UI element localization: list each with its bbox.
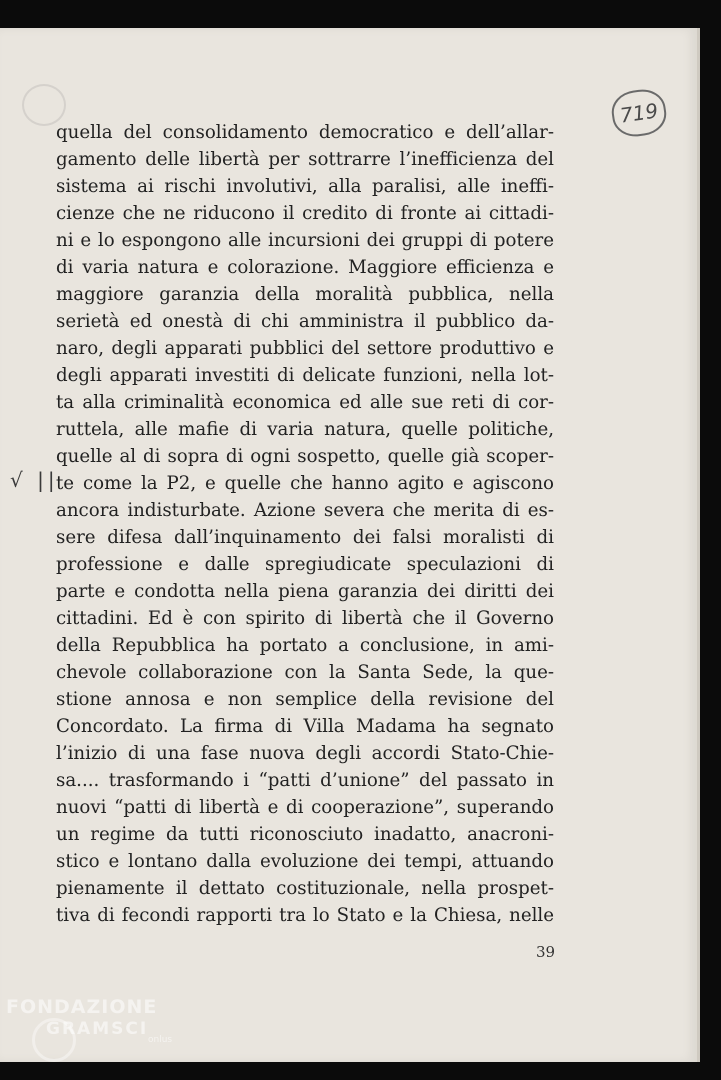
text-line: stione annosa e non semplice della revisione del <box>56 689 554 710</box>
text-line: quelle al di sopra di ogni sospetto, quelle già scoper- <box>56 446 554 467</box>
text-line: professione e dalle spregiudicate speculazioni di <box>56 554 554 575</box>
text-line: cittadini. Ed è con spirito di libertà che il Governo <box>56 608 554 629</box>
text-line: gamento delle libertà per sottrarre l’inefficienza del <box>56 149 554 170</box>
watermark-g-logo-icon <box>32 1018 76 1062</box>
text-line: tiva di fecondi rapporti tra lo Stato e la Chiesa, nelle <box>56 905 554 926</box>
text-line: sistema ai rischi involutivi, alla paralisi, alle ineffi- <box>56 176 554 197</box>
text-line: cienze che ne riducono il credito di fronte ai cittadi- <box>56 203 554 224</box>
text-line: Concordato. La firma di Villa Madama ha segnato <box>56 716 554 737</box>
text-line: parte e condotta nella piena garanzia dei diritti dei <box>56 581 554 602</box>
text-line: naro, degli apparati pubblici del settore produttivo e <box>56 338 554 359</box>
margin-annotation: √ || <box>10 468 59 492</box>
watermark <box>6 998 172 1045</box>
text-line: quella del consolidamento democratico e dell’allar- <box>56 122 554 143</box>
text-line: di varia natura e colorazione. Maggiore efficienza e <box>56 257 554 278</box>
text-line: sere difesa dall’inquinamento dei falsi moralisti di <box>56 527 554 548</box>
text-line: un regime da tutti riconosciuto inadatto, anacroni- <box>56 824 554 845</box>
page-number: 39 <box>536 943 556 961</box>
text-line: l’inizio di una fase nuova degli accordi Stato-Chie- <box>56 743 554 764</box>
text-line: stico e lontano dalla evoluzione dei tempi, attuando <box>56 851 554 872</box>
text-line: te come la P2, e quelle che hanno agito e agiscono <box>56 473 554 494</box>
archive-number-stamp: 719 <box>609 86 669 139</box>
watermark-line3: onlus <box>148 1035 173 1045</box>
watermark-line2: GRAMSCI <box>46 1019 149 1039</box>
text-line: ancora indisturbate. Azione severa che merita di es- <box>56 500 554 521</box>
text-line: serietà ed onestà di chi amministra il pubblico da- <box>56 311 554 332</box>
text-line: ta alla criminalità economica ed alle sue reti di cor- <box>56 392 554 413</box>
text-line: ni e lo espongono alle incursioni dei gruppi di potere <box>56 230 554 251</box>
text-line: chevole collaborazione con la Santa Sede, la que- <box>56 662 554 683</box>
watermark-line1: FONDAZIONE <box>6 996 158 1018</box>
text-line: maggiore garanzia della moralità pubblica, nella <box>56 284 554 305</box>
text-line: ruttela, alle mafie di varia natura, quelle politiche, <box>56 419 554 440</box>
body-text <box>56 119 554 929</box>
text-line: degli apparati investiti di delicate funzioni, nella lot- <box>56 365 554 386</box>
text-line: sa.... trasformando i “patti d’unione” del passato in <box>56 770 554 791</box>
text-line: pienamente il dettato costituzionale, nella prospet- <box>56 878 554 899</box>
text-line: nuovi “patti di libertà e di cooperazione”, superando <box>56 797 554 818</box>
text-line: della Repubblica ha portato a conclusione, in ami- <box>56 635 554 656</box>
